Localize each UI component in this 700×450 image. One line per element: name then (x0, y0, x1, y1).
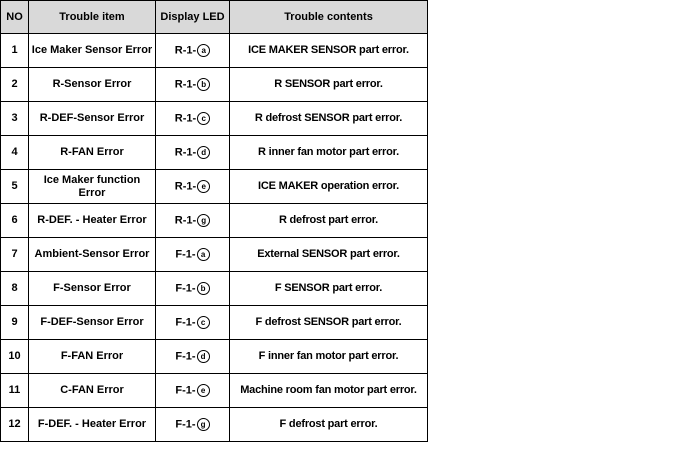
cell-no: 8 (1, 272, 29, 306)
table-row (1, 68, 428, 102)
cell-trouble-contents: F inner fan motor part error. (230, 340, 428, 374)
led-circled-letter-icon: c (197, 112, 210, 125)
cell-display-led (156, 408, 230, 442)
led-circled-letter-icon: e (197, 384, 210, 397)
cell-no: 9 (1, 306, 29, 340)
cell-trouble-item: Ice Maker function Error (29, 170, 156, 204)
cell-no: 11 (1, 374, 29, 408)
cell-trouble-item: R-FAN Error (29, 136, 156, 170)
cell-trouble-contents: F SENSOR part error. (230, 272, 428, 306)
table-row (1, 136, 428, 170)
cell-no: 10 (1, 340, 29, 374)
led-circled-letter-icon: g (197, 418, 210, 431)
led-code-prefix: R-1- (174, 44, 197, 57)
cell-no: 3 (1, 102, 29, 136)
cell-no: 12 (1, 408, 29, 442)
cell-trouble-item: F-DEF. - Heater Error (29, 408, 156, 442)
cell-trouble-item: C-FAN Error (29, 374, 156, 408)
led-circled-letter-icon: a (197, 248, 210, 261)
cell-display-led (156, 170, 230, 204)
led-circled-letter-icon: c (197, 316, 210, 329)
cell-display-led (156, 102, 230, 136)
table-row (1, 204, 428, 238)
led-code-prefix: F-1- (175, 418, 196, 431)
cell-trouble-item: F-DEF-Sensor Error (29, 306, 156, 340)
cell-display-led (156, 68, 230, 102)
table-row (1, 306, 428, 340)
header-display-led: Display LED (156, 1, 230, 34)
table-row (1, 238, 428, 272)
led-code-prefix: F-1- (175, 350, 196, 363)
led-circled-letter-icon: b (197, 282, 210, 295)
led-code-prefix: R-1- (174, 78, 197, 91)
cell-trouble-contents: R defrost SENSOR part error. (230, 102, 428, 136)
cell-display-led (156, 34, 230, 68)
cell-display-led (156, 238, 230, 272)
led-code-prefix: F-1- (175, 384, 196, 397)
cell-no: 1 (1, 34, 29, 68)
led-code-prefix: R-1- (174, 214, 197, 227)
cell-trouble-contents: External SENSOR part error. (230, 238, 428, 272)
cell-display-led (156, 306, 230, 340)
cell-no: 7 (1, 238, 29, 272)
table-body (1, 34, 428, 442)
cell-trouble-item: F-FAN Error (29, 340, 156, 374)
led-code-prefix: F-1- (175, 248, 196, 261)
led-circled-letter-icon: e (197, 180, 210, 193)
cell-display-led (156, 374, 230, 408)
cell-trouble-contents: R SENSOR part error. (230, 68, 428, 102)
cell-display-led (156, 272, 230, 306)
cell-trouble-item: Ice Maker Sensor Error (29, 34, 156, 68)
header-row (1, 1, 428, 34)
led-circled-letter-icon: d (197, 350, 210, 363)
led-code-prefix: R-1- (174, 112, 197, 125)
led-code-prefix: R-1- (174, 180, 197, 193)
led-circled-letter-icon: d (197, 146, 210, 159)
cell-trouble-item: R-Sensor Error (29, 68, 156, 102)
cell-trouble-contents: F defrost part error. (230, 408, 428, 442)
table-row (1, 374, 428, 408)
cell-trouble-contents: Machine room fan motor part error. (230, 374, 428, 408)
led-circled-letter-icon: b (197, 78, 210, 91)
cell-trouble-contents: R defrost part error. (230, 204, 428, 238)
led-code-prefix: F-1- (175, 316, 196, 329)
led-code-prefix: F-1- (175, 282, 196, 295)
cell-trouble-contents: ICE MAKER operation error. (230, 170, 428, 204)
table-row (1, 170, 428, 204)
header-trouble-item: Trouble item (29, 1, 156, 34)
led-circled-letter-icon: a (197, 44, 210, 57)
cell-trouble-item: R-DEF-Sensor Error (29, 102, 156, 136)
cell-trouble-contents: F defrost SENSOR part error. (230, 306, 428, 340)
header-no: NO (1, 1, 29, 34)
cell-display-led (156, 204, 230, 238)
cell-trouble-item: R-DEF. - Heater Error (29, 204, 156, 238)
cell-trouble-item: Ambient-Sensor Error (29, 238, 156, 272)
cell-trouble-contents: ICE MAKER SENSOR part error. (230, 34, 428, 68)
table-row (1, 408, 428, 442)
table-row (1, 272, 428, 306)
header-trouble-contents: Trouble contents (230, 1, 428, 34)
cell-display-led (156, 340, 230, 374)
table-row (1, 102, 428, 136)
cell-no: 5 (1, 170, 29, 204)
table-row (1, 340, 428, 374)
cell-no: 6 (1, 204, 29, 238)
table-row (1, 34, 428, 68)
led-code-prefix: R-1- (174, 146, 197, 159)
cell-no: 2 (1, 68, 29, 102)
table-header (1, 1, 428, 34)
cell-trouble-contents: R inner fan motor part error. (230, 136, 428, 170)
cell-no: 4 (1, 136, 29, 170)
cell-trouble-item: F-Sensor Error (29, 272, 156, 306)
cell-display-led (156, 136, 230, 170)
led-circled-letter-icon: g (197, 214, 210, 227)
